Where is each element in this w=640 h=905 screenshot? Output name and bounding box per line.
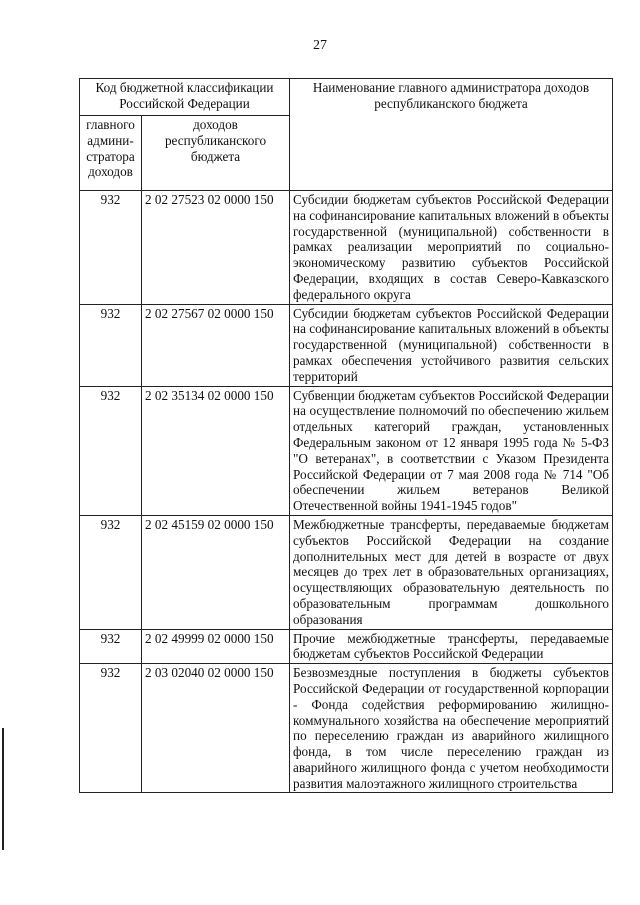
income-name-cell: Субсидии бюджетам субъектов Российской Федерации на софинансирование капитальных вложений в объекты государственной (муниципальной) собственности в рамках реализации мероприятий по социально-экономическому развитию субъектов Российской Федерации, входящих в состав Северо-Кавказского федерального округа	[290, 191, 613, 305]
income-name-cell: Межбюджетные трансферты, передаваемые бюджетам субъектов Российской Федерации на создание дополнительных мест для детей в возрасте от двух месяцев до трех лет в образовательных организациях, осуществляющих образовательную деятельность по образовательным программам дошкольного образования	[290, 515, 613, 629]
admin-code-cell: 932	[80, 386, 142, 515]
table-row	[80, 664, 613, 793]
table-row	[80, 515, 613, 629]
header-main-administrator: главного админи- стратора доходов	[80, 116, 142, 191]
admin-code-cell: 932	[80, 629, 142, 664]
income-name-cell: Прочие межбюджетные трансферты, передаваемые бюджетам субъектов Российской Федерации	[290, 629, 613, 664]
table-header-row	[80, 79, 613, 116]
income-name-cell: Субсидии бюджетам субъектов Российской Федерации на софинансирование капитальных вложений в объекты государственной (муниципальной) собственности в рамках обеспечения устойчивого развития сельских территорий	[290, 304, 613, 386]
income-name-cell: Безвозмездные поступления в бюджеты субъектов Российской Федерации от государственной корпорации - Фонда содействия реформированию жилищно-коммунального хозяйства на обеспечение мероприятий по переселению граждан из аварийного жилищного фонда, в том числе переселению граждан из аварийного жилищного фонда с учетом необходимости развития малоэтажного жилищного строительства	[290, 664, 613, 793]
admin-code-cell: 932	[80, 515, 142, 629]
income-code-cell: 2 02 49999 02 0000 150	[142, 629, 290, 664]
income-code-cell: 2 02 27523 02 0000 150	[142, 191, 290, 305]
admin-code-cell: 932	[80, 191, 142, 305]
table-row	[80, 304, 613, 386]
header-administrator-name: Наименование главного администратора доходов республиканского бюджета	[290, 79, 613, 191]
income-code-cell: 2 02 35134 02 0000 150	[142, 386, 290, 515]
header-budget-classification-code: Код бюджетной классификации Российской Федерации	[80, 79, 290, 116]
page-number: 27	[313, 38, 327, 53]
income-code-cell: 2 02 27567 02 0000 150	[142, 304, 290, 386]
admin-code-cell: 932	[80, 664, 142, 793]
table-row	[80, 629, 613, 664]
budget-classification-table	[79, 78, 613, 793]
income-name-cell: Субвенции бюджетам субъектов Российской Федерации на осуществление полномочий по обеспечению жильем отдельных категорий граждан, установленных Федеральным законом от 12 января 1995 года № 5-ФЗ "О ветеранах", в соответствии с Указом Президента Российской Федерации от 7 мая 2008 года № 714 "Об обеспечении жильем ветеранов Великой Отечественной войны 1941-1945 годов"	[290, 386, 613, 515]
header-republican-budget-income: доходов республиканского бюджета	[142, 116, 290, 191]
income-code-cell: 2 02 45159 02 0000 150	[142, 515, 290, 629]
table-row	[80, 191, 613, 305]
scan-edge-mark	[2, 728, 4, 850]
admin-code-cell: 932	[80, 304, 142, 386]
table-row	[80, 386, 613, 515]
income-code-cell: 2 03 02040 02 0000 150	[142, 664, 290, 793]
